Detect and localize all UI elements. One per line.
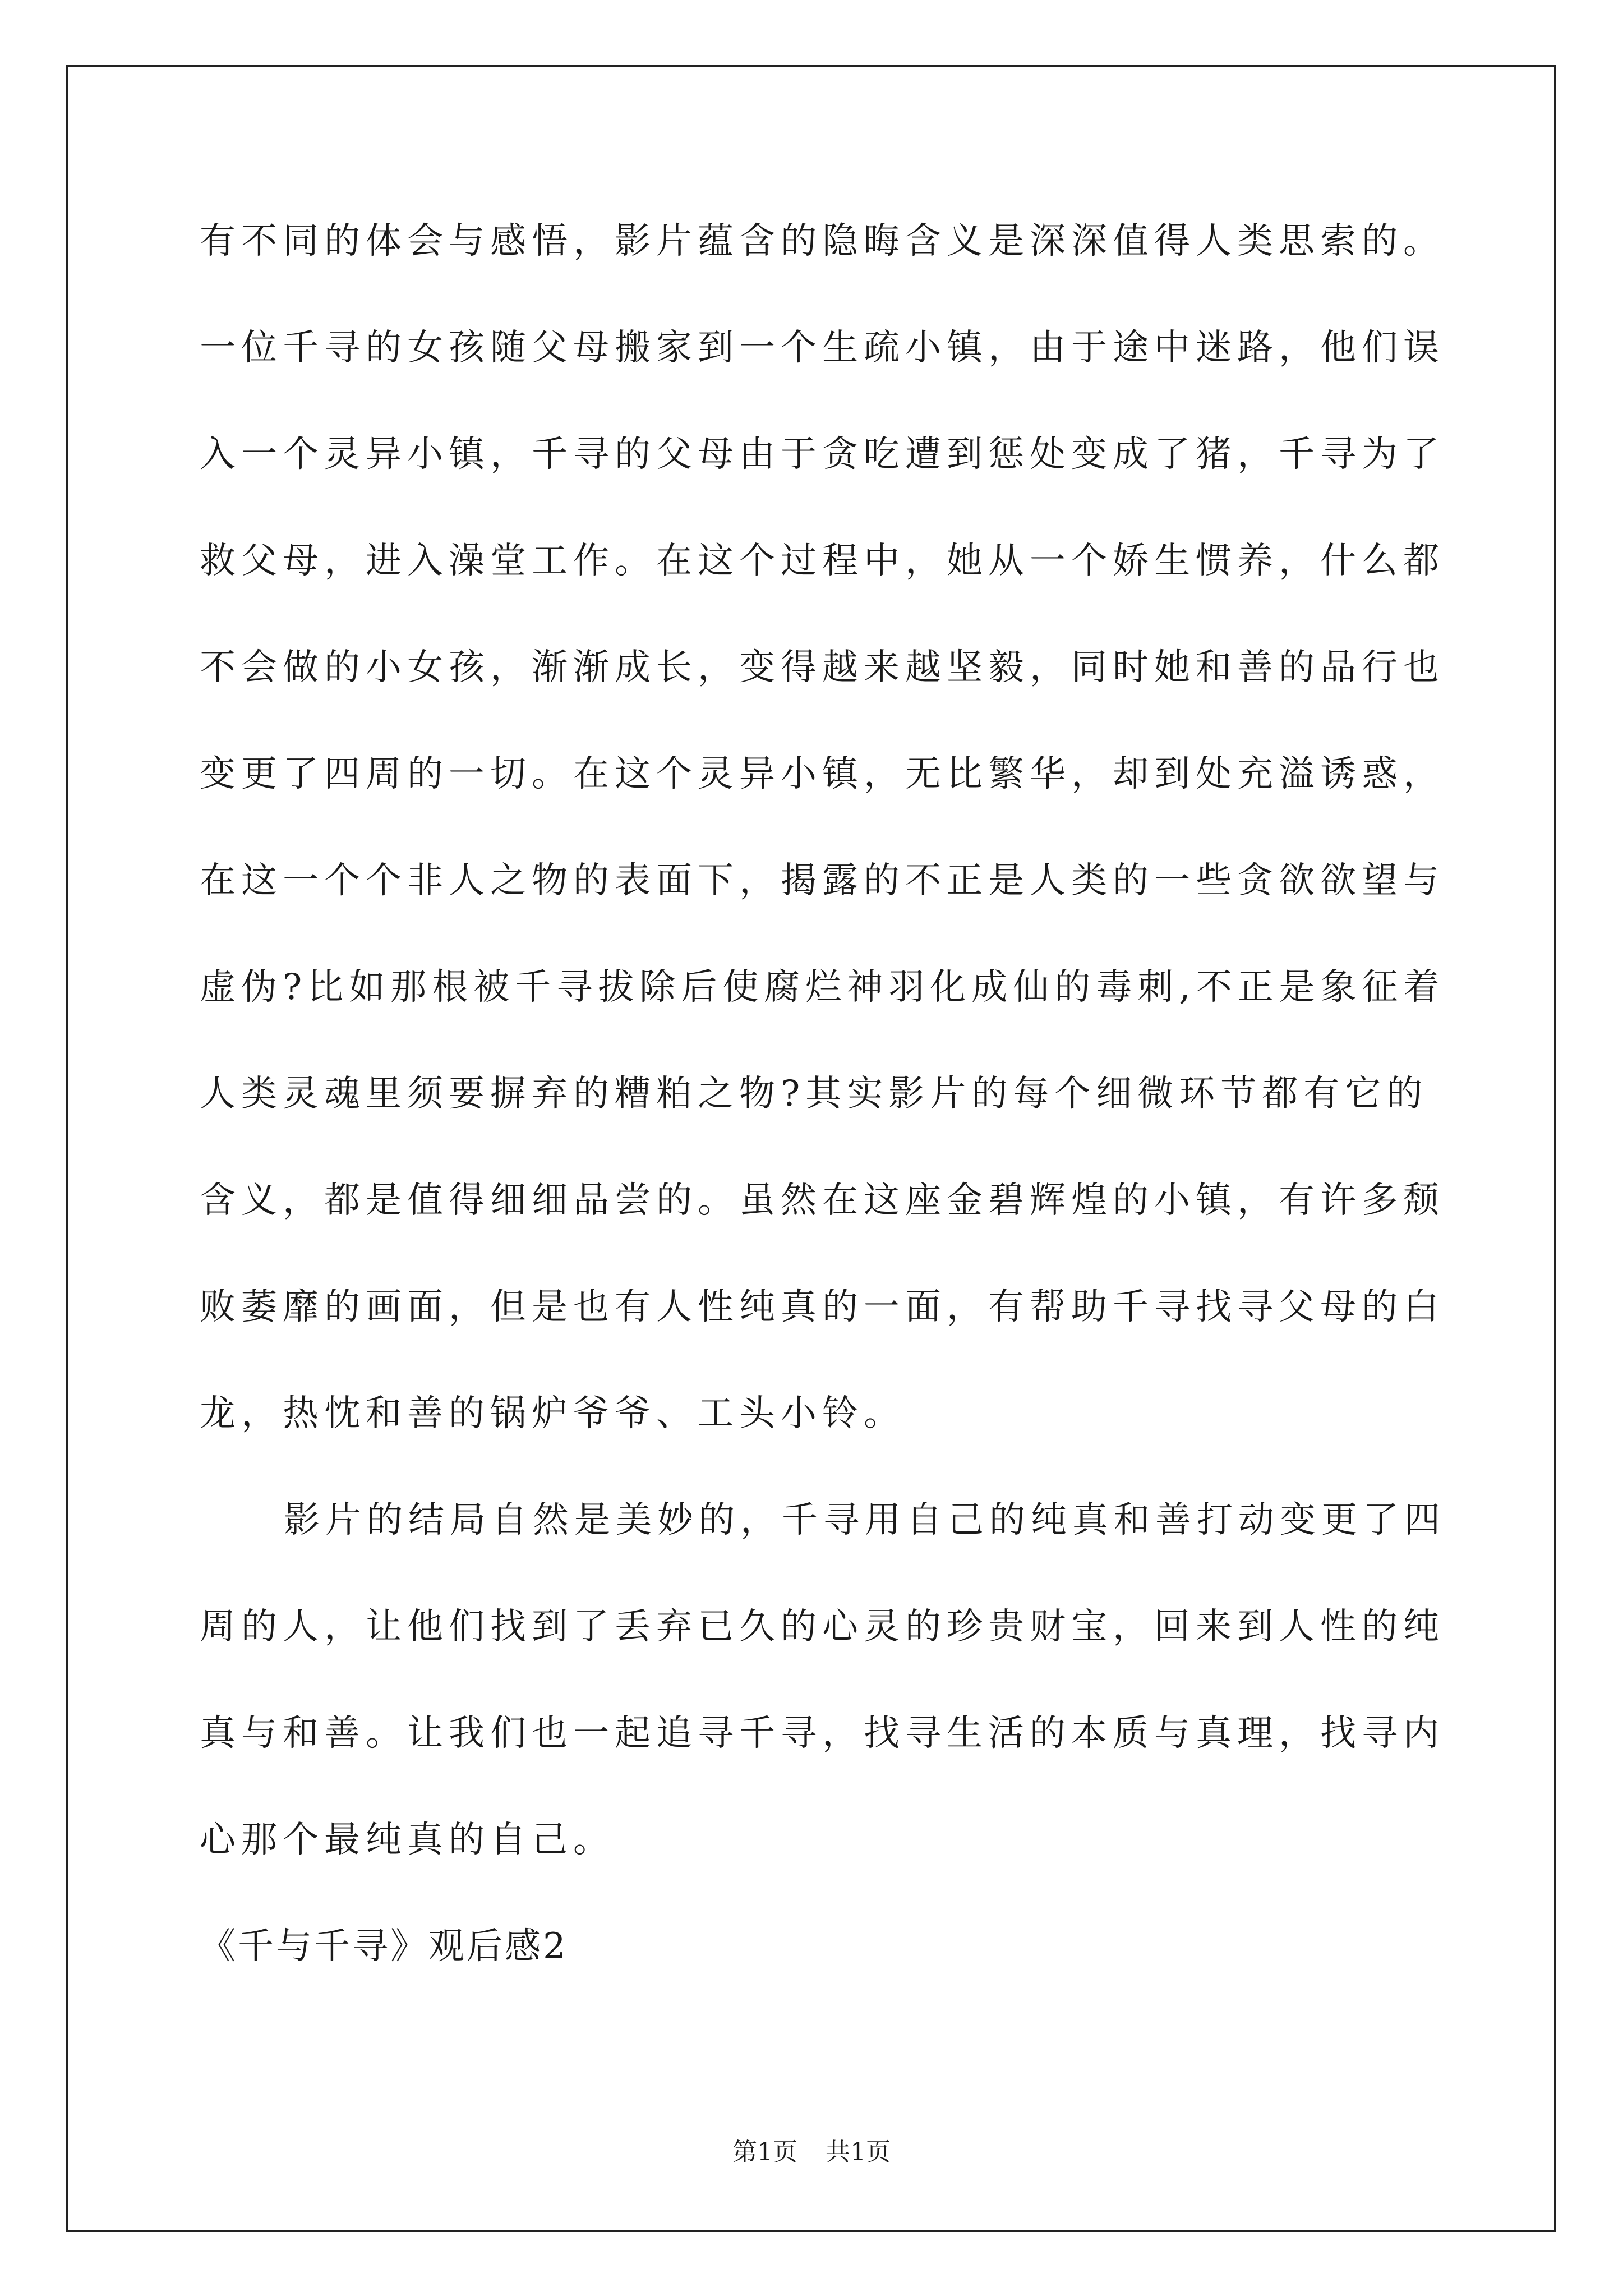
paragraph-line: 救父母，进入澡堂工作。在这个过程中，她从一个娇生惯养，什么都	[200, 540, 1445, 582]
paragraph-line: 不会做的小女孩，渐渐成长，变得越来越坚毅，同时她和善的品行也	[200, 647, 1445, 688]
paragraph-line: 在这一个个非人之物的表面下，揭露的不正是人类的一些贪欲欲望与	[200, 860, 1445, 901]
paragraph-line: 一位千寻的女孩随父母搬家到一个生疏小镇，由于途中迷路，他们误	[200, 327, 1445, 369]
paragraph-line: 败萎靡的画面，但是也有人性纯真的一面，有帮助千寻找寻父母的白	[200, 1286, 1445, 1328]
page-total: 共1页	[826, 2138, 891, 2166]
page-footer	[0, 2132, 1623, 2168]
page-number: 第1页	[732, 2138, 797, 2166]
paragraph-line: 周的人，让他们找到了丢弃已久的心灵的珍贵财宝，回来到人性的纯	[200, 1606, 1445, 1648]
paragraph-line: 真与和善。让我们也一起追寻千寻，找寻生活的本质与真理，找寻内	[200, 1713, 1445, 1754]
paragraph-line: 人类灵魂里须要摒弃的糟粕之物?其实影片的每个细微环节都有它的	[200, 1073, 1428, 1115]
paragraph-line: 变更了四周的一切。在这个灵异小镇，无比繁华，却到处充溢诱惑，	[200, 753, 1445, 795]
paragraph-line: 龙，热忱和善的锅炉爷爷、工头小铃。	[200, 1393, 905, 1434]
document-body	[200, 208, 1446, 2019]
paragraph-line: 心那个最纯真的自己。	[200, 1819, 615, 1861]
section-heading: 《千与千寻》观后感2	[200, 1926, 568, 1967]
paragraph-line: 影片的结局自然是美妙的，千寻用自己的纯真和善打动变更了四	[284, 1499, 1446, 1541]
paragraph-line: 入一个灵异小镇，千寻的父母由于贪吃遭到惩处变成了猪，千寻为了	[200, 434, 1445, 475]
paragraph-line: 有不同的体会与感悟，影片蕴含的隐晦含义是深深值得人类思索的。	[200, 220, 1445, 262]
paragraph-line: 虚伪?比如那根被千寻拔除后使腐烂神羽化成仙的毒刺,不正是象征着	[200, 967, 1445, 1008]
paragraph-line: 含义，都是值得细细品尝的。虽然在这座金碧辉煌的小镇，有许多颓	[200, 1180, 1445, 1221]
